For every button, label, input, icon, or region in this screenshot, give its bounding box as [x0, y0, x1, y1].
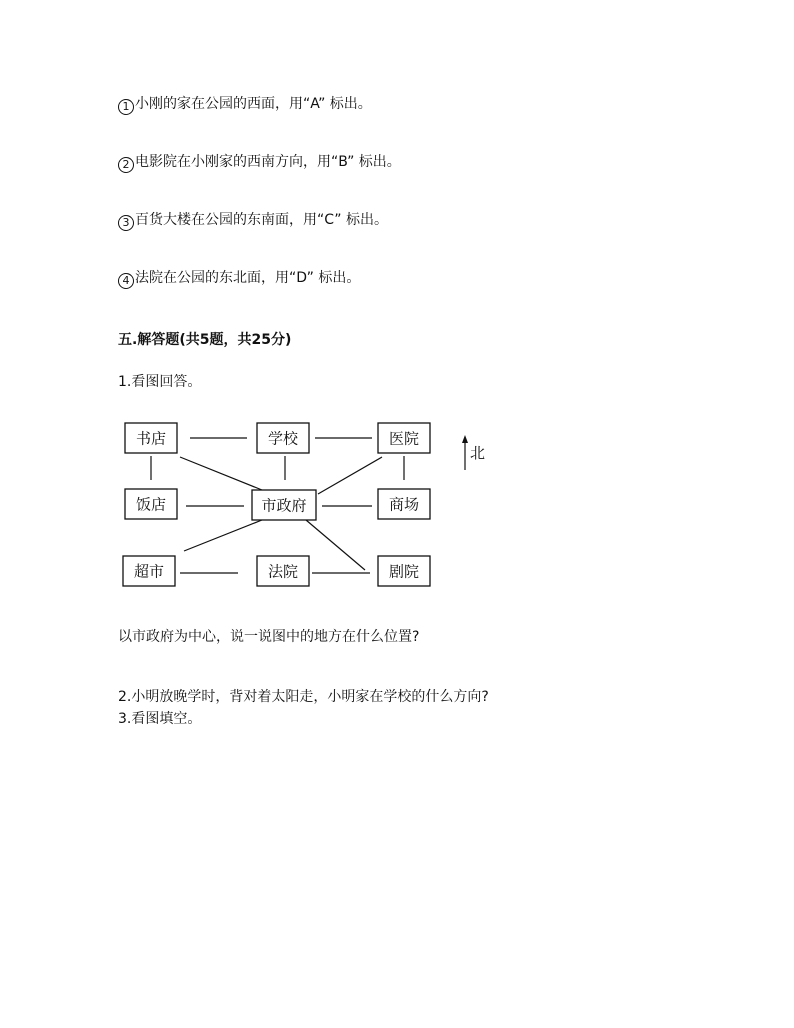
section-heading: 五.解答题(共5题，共25分) — [118, 332, 292, 348]
node-label: 饭店 — [135, 495, 167, 514]
node-bookstore — [125, 423, 177, 453]
edge-bookstore-cityhall — [180, 457, 262, 490]
item-text: 电影院在小刚家的西南方向，用“B” 标出。 — [135, 154, 401, 170]
item-number: 3 — [118, 215, 134, 231]
edge-theater-cityhall — [306, 520, 365, 570]
node-label: 法院 — [267, 562, 299, 581]
node-label: 商场 — [388, 495, 420, 514]
question-2: 2.小明放晚学时，背对着太阳走，小明家在学校的什么方向? — [118, 689, 489, 705]
question-3: 3.看图填空。 — [118, 711, 202, 727]
node-school — [257, 423, 309, 453]
node-label: 剧院 — [388, 562, 420, 581]
node-label: 学校 — [267, 429, 299, 448]
node-supermarket — [123, 556, 175, 586]
item-number: 1 — [118, 99, 134, 115]
question-1-title: 1.看图回答。 — [118, 374, 202, 390]
edge-supermarket-cityhall — [184, 520, 262, 551]
edge-hospital-cityhall — [318, 457, 382, 494]
node-court — [257, 556, 309, 586]
node-label: 书店 — [135, 429, 167, 448]
node-label: 超市 — [133, 562, 165, 581]
node-theater — [378, 556, 430, 586]
north-arrow-icon — [462, 435, 468, 470]
node-hospital — [378, 423, 430, 453]
north-label: 北 — [470, 444, 486, 462]
question-1-prompt: 以市政府为中心，说一说图中的地方在什么位置? — [118, 629, 420, 645]
item-number: 2 — [118, 157, 134, 173]
node-restaurant — [125, 489, 177, 519]
node-label: 市政府 — [261, 496, 307, 515]
node-city-hall — [252, 490, 316, 520]
node-label: 医院 — [388, 429, 420, 448]
item-number: 4 — [118, 273, 134, 289]
item-text: 百货大楼在公园的东南面，用“C” 标出。 — [135, 212, 388, 228]
node-mall — [378, 489, 430, 519]
item-text: 法院在公园的东北面，用“D” 标出。 — [135, 270, 361, 286]
item-text: 小刚的家在公园的西面，用“A” 标出。 — [135, 96, 372, 112]
